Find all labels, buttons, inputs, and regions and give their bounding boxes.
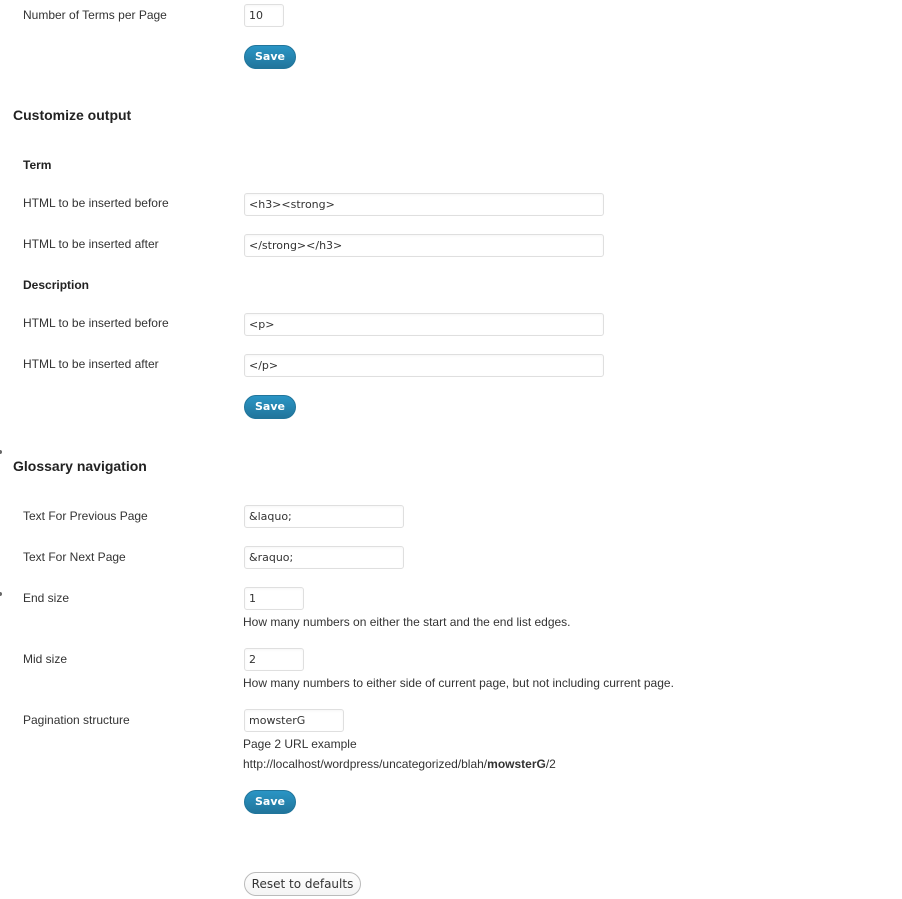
end-size-input[interactable]	[244, 587, 304, 610]
term-after-label: HTML to be inserted after	[23, 237, 159, 251]
terms-per-page-label: Number of Terms per Page	[23, 8, 167, 22]
glossary-navigation-heading: Glossary navigation	[13, 458, 147, 474]
term-before-input[interactable]	[244, 193, 604, 216]
prev-page-input[interactable]	[244, 505, 404, 528]
pagination-example-url-suffix: /2	[545, 757, 556, 771]
description-before-input[interactable]	[244, 313, 604, 336]
term-before-label: HTML to be inserted before	[23, 196, 169, 210]
save-button-navigation[interactable]: Save	[244, 790, 296, 814]
customize-output-heading: Customize output	[13, 107, 132, 123]
term-after-input[interactable]	[244, 234, 604, 257]
pagination-example-url	[243, 757, 556, 771]
description-after-input[interactable]	[244, 354, 604, 377]
pagination-structure-label: Pagination structure	[23, 713, 130, 727]
next-page-input[interactable]	[244, 546, 404, 569]
save-button-customize[interactable]: Save	[244, 395, 296, 419]
left-edge-marker	[0, 450, 2, 454]
next-page-label: Text For Next Page	[23, 550, 126, 564]
end-size-description: How many numbers on either the start and the end list edges.	[243, 615, 571, 629]
description-before-label: HTML to be inserted before	[23, 316, 169, 330]
pagination-structure-input[interactable]	[244, 709, 344, 732]
save-button-general[interactable]: Save	[244, 45, 296, 69]
reset-to-defaults-button[interactable]: Reset to defaults	[244, 872, 361, 896]
pagination-example-url-structure: mowsterG	[487, 757, 546, 771]
description-after-label: HTML to be inserted after	[23, 357, 159, 371]
mid-size-description: How many numbers to either side of current page, but not including current page.	[243, 676, 674, 690]
description-heading: Description	[23, 278, 90, 292]
prev-page-label: Text For Previous Page	[23, 509, 148, 523]
mid-size-input[interactable]	[244, 648, 304, 671]
mid-size-label: Mid size	[23, 652, 68, 666]
pagination-example-url-prefix: http://localhost/wordpress/uncategorized/blah/	[243, 757, 488, 771]
end-size-label: End size	[23, 591, 70, 605]
terms-per-page-input[interactable]	[244, 4, 284, 27]
left-edge-marker	[0, 592, 2, 596]
term-heading: Term	[23, 158, 52, 172]
pagination-example-label: Page 2 URL example	[243, 737, 357, 751]
